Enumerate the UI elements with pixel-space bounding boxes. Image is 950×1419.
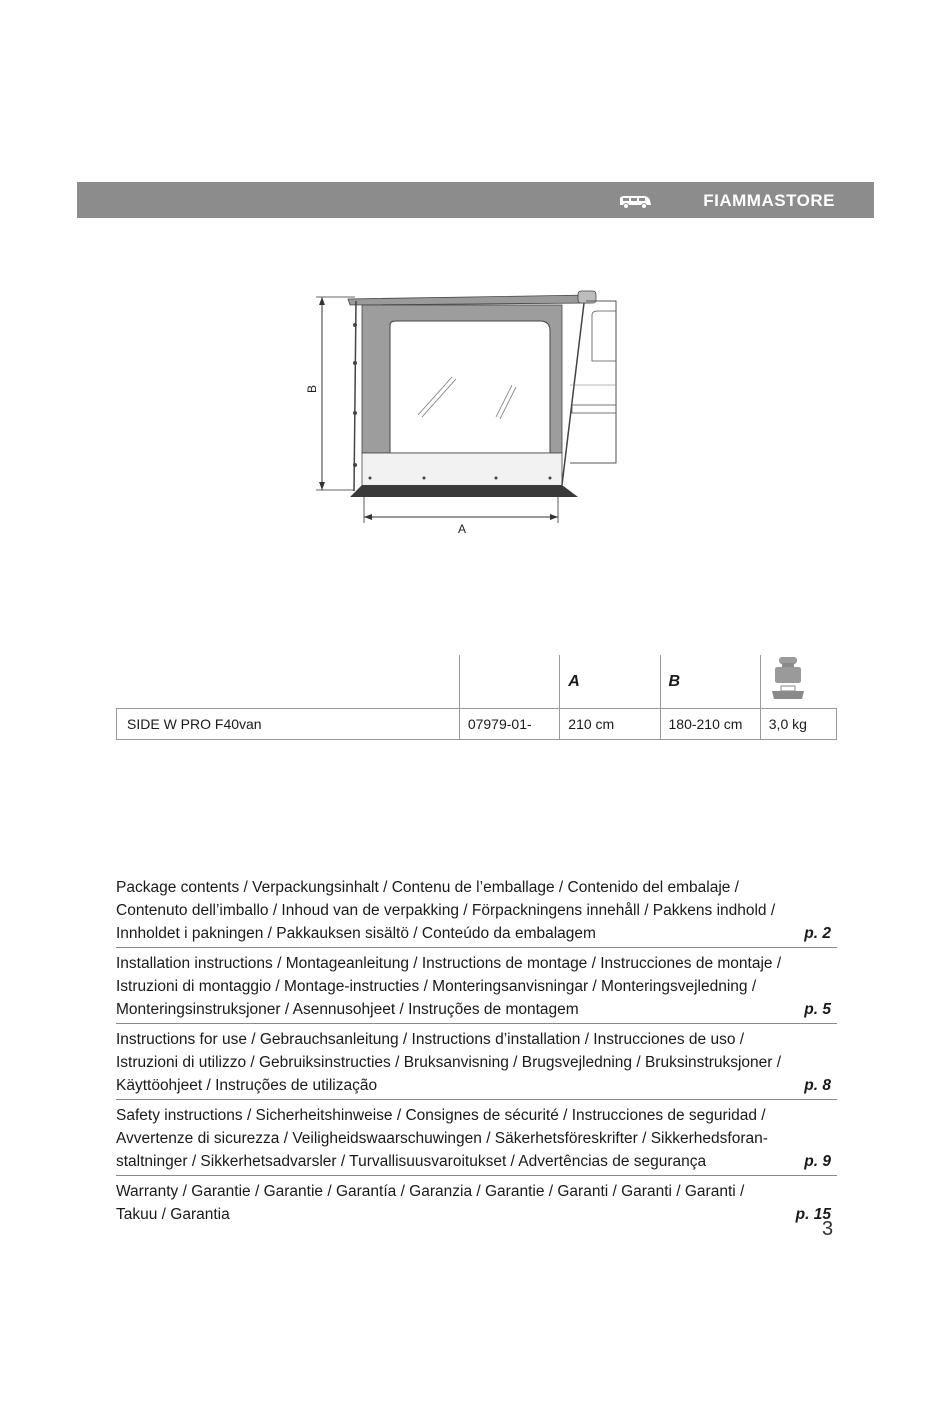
toc-line: Käyttöohjeet / Instruções de utilização (116, 1077, 378, 1094)
toc-page-ref: p. 15 (795, 1206, 831, 1223)
header-bar (77, 182, 874, 218)
header-product (117, 655, 460, 709)
toc-entry-installation[interactable] (116, 952, 837, 1024)
toc-line: Istruzioni di utilizzo / Gebruiksinstructies / Bruksanvisning / Brugsvejledning / Bruksinstruksjoner / (116, 1054, 782, 1071)
dimension-label-b: B (305, 384, 319, 393)
toc-line: Avvertenze di sicurezza / Veiligheidswaarschuwingen / Säkerhetsföreskrifter / Sikkerhedsforan- (116, 1130, 768, 1147)
toc-line: staltninger / Sikkerhetsadvarsler / Turvallisuusvaroitukset / Advertências de segurança (116, 1153, 707, 1170)
table-of-contents (116, 876, 837, 1232)
toc-line: Monteringsinstruksjoner / Asennusohjeet / Instruções de montagem (116, 1001, 579, 1018)
header-code (459, 655, 559, 709)
toc-line: Package contents / Verpackungsinhalt / Contenu de l’emballage / Contenido del embalaje / (116, 879, 739, 896)
header-weight (760, 655, 836, 709)
toc-line: Contenuto dell’imballo / Inhoud van de verpakking / Förpackningens innehåll / Pakkens indhold / (116, 902, 776, 919)
toc-line: Istruzioni di montaggio / Montage-instructies / Monteringsanvisningar / Monteringsvejledning / (116, 978, 757, 995)
toc-entry-instructions-for-use[interactable] (116, 1028, 837, 1100)
product-diagram (300, 285, 630, 545)
toc-entry-package-contents[interactable] (116, 876, 837, 948)
product-name: SIDE W PRO F40van (117, 709, 460, 740)
toc-line: Innholdet i pakningen / Pakkauksen sisältö / Conteúdo da embalagem (116, 925, 596, 942)
weight-value: 3,0 kg (760, 709, 836, 740)
van-icon (617, 192, 653, 210)
toc-entry-warranty[interactable] (116, 1180, 837, 1228)
toc-line: Takuu / Garantia (116, 1206, 230, 1223)
header-b: B (660, 655, 760, 709)
dimension-a-value: 210 cm (560, 709, 660, 740)
toc-page-ref: p. 8 (804, 1077, 831, 1094)
header-a: A (560, 655, 660, 709)
spec-table (116, 655, 837, 740)
weight-icon (769, 655, 807, 703)
dimension-b-value: 180-210 cm (660, 709, 760, 740)
toc-line: Warranty / Garantie / Garantie / Garantía / Garanzia / Garantie / Garanti / Garanti / Garanti / (116, 1183, 745, 1200)
toc-line: Installation instructions / Montageanleitung / Instructions de montage / Instrucciones de montaje / (116, 955, 782, 972)
toc-page-ref: p. 2 (804, 925, 831, 942)
dimension-label-a: A (458, 522, 467, 536)
toc-page-ref: p. 5 (804, 1001, 831, 1018)
page-number: 3 (822, 1218, 834, 1240)
toc-line: Instructions for use / Gebrauchsanleitung / Instructions d’installation / Instrucciones de uso / (116, 1031, 745, 1048)
toc-entry-safety[interactable] (116, 1104, 837, 1176)
toc-line: Safety instructions / Sicherheitshinweise / Consignes de sécurité / Instrucciones de seguridad / (116, 1107, 766, 1124)
toc-page-ref: p. 9 (804, 1153, 831, 1170)
product-code: 07979-01- (459, 709, 559, 740)
table-row (117, 709, 837, 740)
brand-name: FIAMMASTORE (703, 191, 835, 210)
